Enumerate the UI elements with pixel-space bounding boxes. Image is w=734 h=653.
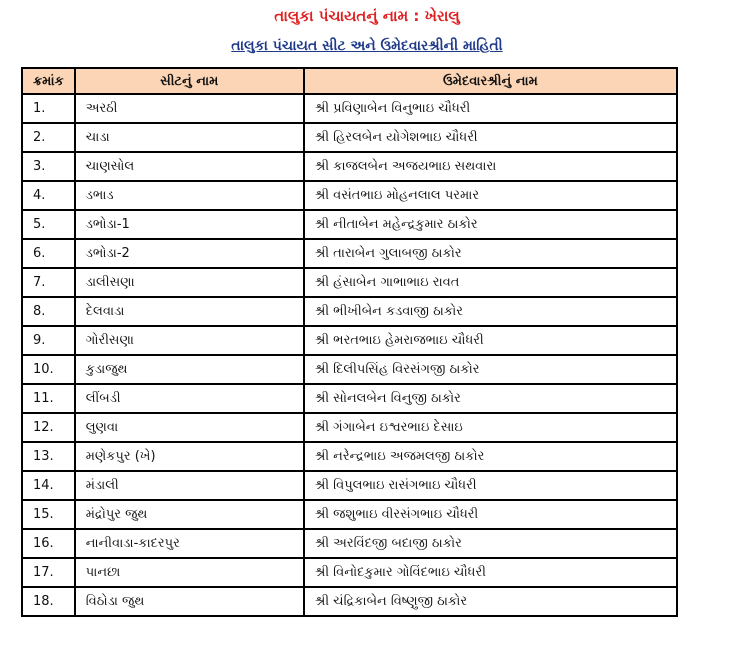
seat-name-cell: મંડાલી <box>75 471 304 500</box>
table-row <box>22 268 677 297</box>
serial-cell: 14. <box>22 471 75 500</box>
table-row <box>22 500 677 529</box>
table-row <box>22 210 677 239</box>
seat-name-cell: મણેકપુર (ખે) <box>75 442 304 471</box>
serial-cell: 9. <box>22 326 75 355</box>
candidate-name-cell: શ્રી પ્રવિણાબેન વિનુભાઇ ચૌધરી <box>304 94 677 123</box>
candidate-name-cell: શ્રી ગંગાબેન ઇશ્વરભાઇ દેસાઇ <box>304 413 677 442</box>
serial-cell: 2. <box>22 123 75 152</box>
seat-name-cell: નાનીવાડા-કાદરપુર <box>75 529 304 558</box>
table-row <box>22 587 677 616</box>
seat-name-cell: ચાડા <box>75 123 304 152</box>
seat-name-cell: ડભોડા-1 <box>75 210 304 239</box>
table-row <box>22 94 677 123</box>
seat-name-cell: વિઠોડા જુથ <box>75 587 304 616</box>
candidate-name-cell: શ્રી વિપુલભાઇ રાસંગભાઇ ચૌધરી <box>304 471 677 500</box>
table-row <box>22 471 677 500</box>
candidate-name-cell: શ્રી સોનલબેન વિનુજી ઠાકોર <box>304 384 677 413</box>
serial-cell: 13. <box>22 442 75 471</box>
candidate-name-cell: શ્રી કાજલબેન અજયભાઇ સથવારા <box>304 152 677 181</box>
table-row <box>22 152 677 181</box>
table-row <box>22 384 677 413</box>
table-row <box>22 413 677 442</box>
serial-cell: 15. <box>22 500 75 529</box>
candidate-name-cell: શ્રી જશુભાઇ વીરસંગભાઇ ચૌધરી <box>304 500 677 529</box>
candidate-name-cell: શ્રી તારાબેન ગુલાબજી ઠાકોર <box>304 239 677 268</box>
serial-cell: 10. <box>22 355 75 384</box>
page-title: તાલુકા પંચાયતનું નામ : ખેરાલુ <box>274 7 460 25</box>
candidate-name-cell: શ્રી ભરતભાઇ હેમરાજભાઇ ચૌધરી <box>304 326 677 355</box>
candidate-name-cell: શ્રી નીતાબેન મહેન્દ્રકુમાર ઠાકોર <box>304 210 677 239</box>
seat-name-cell: ડભોડા-2 <box>75 239 304 268</box>
serial-cell: 12. <box>22 413 75 442</box>
candidate-name-cell: શ્રી ચંદ્રિકાબેન વિષ્ણુજી ઠાકોર <box>304 587 677 616</box>
seat-name-cell: લુણવા <box>75 413 304 442</box>
table-row <box>22 239 677 268</box>
seat-name-cell: અરઠી <box>75 94 304 123</box>
table-row <box>22 297 677 326</box>
serial-cell: 18. <box>22 587 75 616</box>
column-header-serial: ક્રમાંક <box>22 68 75 94</box>
candidate-name-cell: શ્રી વિનોદકુમાર ગોવિંદભાઇ ચૌધરી <box>304 558 677 587</box>
table-row <box>22 558 677 587</box>
column-header-seat-name: સીટનું નામ <box>75 68 304 94</box>
table-row <box>22 442 677 471</box>
serial-cell: 16. <box>22 529 75 558</box>
page-subtitle: તાલુકા પંચાયત સીટ અને ઉમેદવારશ્રીની માહિતી <box>231 38 503 54</box>
serial-cell: 4. <box>22 181 75 210</box>
serial-cell: 8. <box>22 297 75 326</box>
table-row <box>22 181 677 210</box>
serial-cell: 3. <box>22 152 75 181</box>
table-row <box>22 123 677 152</box>
serial-cell: 1. <box>22 94 75 123</box>
seat-name-cell: પાનછા <box>75 558 304 587</box>
table-row <box>22 355 677 384</box>
candidate-name-cell: શ્રી દિલીપસિંહ વિરસંગજી ઠાકોર <box>304 355 677 384</box>
serial-cell: 11. <box>22 384 75 413</box>
candidate-name-cell: શ્રી નરેન્દ્રભાઇ અજમલજી ઠાકોર <box>304 442 677 471</box>
seat-name-cell: ડાલીસણા <box>75 268 304 297</box>
seat-name-cell: ગોરીસણા <box>75 326 304 355</box>
seat-name-cell: કુડાજુથ <box>75 355 304 384</box>
candidate-name-cell: શ્રી વસંતભાઇ મોહનલાલ પરમાર <box>304 181 677 210</box>
serial-cell: 5. <box>22 210 75 239</box>
candidate-name-cell: શ્રી હિરલબેન યોગેશભાઇ ચૌધરી <box>304 123 677 152</box>
candidate-name-cell: શ્રી હંસાબેન ગાભાભાઇ રાવત <box>304 268 677 297</box>
table-row <box>22 529 677 558</box>
seat-name-cell: લીંબડી <box>75 384 304 413</box>
serial-cell: 17. <box>22 558 75 587</box>
seat-name-cell: મંદ્રોપુર જુથ <box>75 500 304 529</box>
candidate-name-cell: શ્રી અરવિંદજી બદાજી ઠાકોર <box>304 529 677 558</box>
candidate-name-cell: શ્રી ભીખીબેન કડવાજી ઠાકોર <box>304 297 677 326</box>
table-header-row <box>22 68 677 94</box>
seat-name-cell: ચાણસોલ <box>75 152 304 181</box>
serial-cell: 6. <box>22 239 75 268</box>
seat-name-cell: ડભાડ <box>75 181 304 210</box>
candidates-table <box>21 67 678 617</box>
serial-cell: 7. <box>22 268 75 297</box>
table-row <box>22 326 677 355</box>
column-header-candidate-name: ઉમેદવારશ્રીનું નામ <box>304 68 677 94</box>
seat-name-cell: દેલવાડા <box>75 297 304 326</box>
